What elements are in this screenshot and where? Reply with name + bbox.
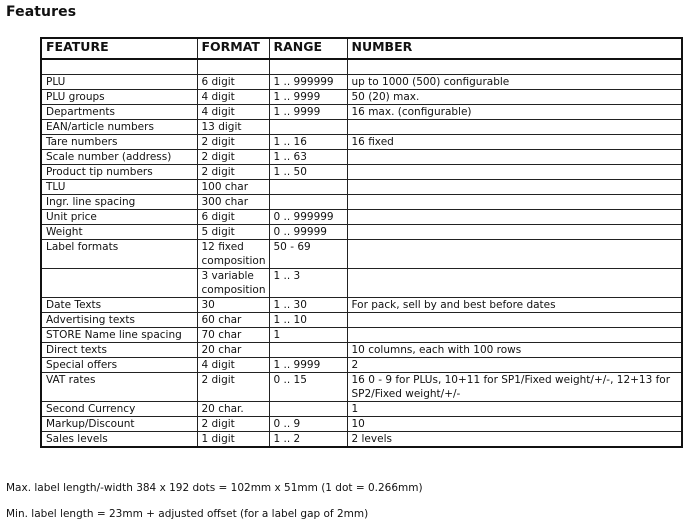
header-number: NUMBER (347, 38, 682, 59)
cell-range: 1 .. 2 (269, 432, 347, 448)
cell-feature: Unit price (41, 210, 197, 225)
cell-format: 13 digit (197, 120, 269, 135)
cell-format: 2 digit (197, 417, 269, 432)
cell-number: 10 (347, 417, 682, 432)
cell-feature: Ingr. line spacing (41, 195, 197, 210)
cell-range (269, 180, 347, 195)
cell-feature: Departments (41, 105, 197, 120)
cell-format: 12 fixed composition (197, 240, 269, 269)
table-body (41, 59, 682, 447)
cell-range (269, 402, 347, 417)
cell-feature: Date Texts (41, 298, 197, 313)
cell-feature: PLU (41, 75, 197, 90)
cell-number: 2 levels (347, 432, 682, 448)
cell-number (347, 180, 682, 195)
note-max-label: Max. label length/-width 384 x 192 dots = 102mm x 51mm (1 dot = 0.266mm) (6, 482, 423, 494)
cell-format: 4 digit (197, 105, 269, 120)
cell-number (347, 313, 682, 328)
cell-number (347, 328, 682, 343)
cell-range: 1 .. 16 (269, 135, 347, 150)
cell-feature: Weight (41, 225, 197, 240)
cell-feature: Label formats (41, 240, 197, 269)
cell-format: 20 char (197, 343, 269, 358)
table-row (41, 373, 682, 402)
cell-feature: EAN/article numbers (41, 120, 197, 135)
cell-range: 0 .. 999999 (269, 210, 347, 225)
cell-feature: Direct texts (41, 343, 197, 358)
header-row (41, 38, 682, 59)
cell-number (347, 225, 682, 240)
cell-range: 1 .. 9999 (269, 90, 347, 105)
cell-format: 2 digit (197, 165, 269, 180)
table-row (41, 358, 682, 373)
table-row (41, 75, 682, 90)
table-row (41, 298, 682, 313)
cell-format: 2 digit (197, 135, 269, 150)
header-feature: FEATURE (41, 38, 197, 59)
table-row (41, 150, 682, 165)
cell-feature: Scale number (address) (41, 150, 197, 165)
table-row (41, 417, 682, 432)
cell-range: 1 .. 10 (269, 313, 347, 328)
cell-number: 1 (347, 402, 682, 417)
table-row (41, 225, 682, 240)
cell-range (269, 195, 347, 210)
cell-format: 2 digit (197, 373, 269, 402)
table-row (41, 135, 682, 150)
table-row (41, 402, 682, 417)
cell-format: 4 digit (197, 358, 269, 373)
table-row (41, 328, 682, 343)
header-range: RANGE (269, 38, 347, 59)
cell-number: 16 max. (configurable) (347, 105, 682, 120)
table-row (41, 90, 682, 105)
header-format: FORMAT (197, 38, 269, 59)
cell-format: 30 (197, 298, 269, 313)
cell-format (197, 59, 269, 75)
cell-feature: Advertising texts (41, 313, 197, 328)
cell-format: 4 digit (197, 90, 269, 105)
table-row (41, 120, 682, 135)
cell-format: 3 variable composition (197, 269, 269, 298)
cell-number: 2 (347, 358, 682, 373)
table-row (41, 269, 682, 298)
cell-number (347, 59, 682, 75)
cell-feature: Sales levels (41, 432, 197, 448)
features-table (40, 37, 683, 448)
cell-number (347, 120, 682, 135)
cell-range: 1 (269, 328, 347, 343)
cell-range: 0 .. 15 (269, 373, 347, 402)
cell-range: 1 .. 50 (269, 165, 347, 180)
cell-number (347, 165, 682, 180)
cell-range: 0 .. 9 (269, 417, 347, 432)
cell-feature: STORE Name line spacing (41, 328, 197, 343)
cell-range: 1 .. 3 (269, 269, 347, 298)
cell-format: 6 digit (197, 75, 269, 90)
cell-feature: Tare numbers (41, 135, 197, 150)
cell-feature: Product tip numbers (41, 165, 197, 180)
table-row (41, 432, 682, 448)
cell-range: 50 - 69 (269, 240, 347, 269)
table-row (41, 195, 682, 210)
note-min-label: Min. label length = 23mm + adjusted offset (for a label gap of 2mm) (6, 508, 369, 520)
cell-number: 10 columns, each with 100 rows (347, 343, 682, 358)
cell-number: 16 0 - 9 for PLUs, 10+11 for SP1/Fixed weight/+/-, 12+13 for SP2/Fixed weight/+/- (347, 373, 682, 402)
cell-range: 0 .. 99999 (269, 225, 347, 240)
cell-feature: Markup/Discount (41, 417, 197, 432)
cell-format: 20 char. (197, 402, 269, 417)
cell-feature: VAT rates (41, 373, 197, 402)
cell-number: 50 (20) max. (347, 90, 682, 105)
table-row (41, 59, 682, 75)
cell-range (269, 343, 347, 358)
cell-format: 6 digit (197, 210, 269, 225)
cell-range (269, 59, 347, 75)
cell-number: up to 1000 (500) configurable (347, 75, 682, 90)
table-row (41, 240, 682, 269)
table-row (41, 180, 682, 195)
cell-number (347, 150, 682, 165)
cell-range: 1 .. 9999 (269, 105, 347, 120)
cell-format: 60 char (197, 313, 269, 328)
cell-range: 1 .. 63 (269, 150, 347, 165)
cell-format: 5 digit (197, 225, 269, 240)
cell-format: 2 digit (197, 150, 269, 165)
cell-format: 300 char (197, 195, 269, 210)
cell-feature: Second Currency (41, 402, 197, 417)
table-row (41, 343, 682, 358)
cell-feature (41, 59, 197, 75)
cell-number: 16 fixed (347, 135, 682, 150)
cell-number (347, 210, 682, 225)
cell-format: 70 char (197, 328, 269, 343)
cell-feature: Special offers (41, 358, 197, 373)
table-row (41, 165, 682, 180)
cell-range: 1 .. 30 (269, 298, 347, 313)
cell-range: 1 .. 9999 (269, 358, 347, 373)
cell-feature: TLU (41, 180, 197, 195)
cell-feature (41, 269, 197, 298)
table-row (41, 313, 682, 328)
cell-number (347, 269, 682, 298)
cell-number (347, 195, 682, 210)
cell-range: 1 .. 999999 (269, 75, 347, 90)
table-row (41, 105, 682, 120)
table-row (41, 210, 682, 225)
cell-number: For pack, sell by and best before dates (347, 298, 682, 313)
cell-range (269, 120, 347, 135)
cell-format: 1 digit (197, 432, 269, 448)
cell-format: 100 char (197, 180, 269, 195)
page-title: Features (6, 4, 77, 20)
cell-feature: PLU groups (41, 90, 197, 105)
cell-number (347, 240, 682, 269)
